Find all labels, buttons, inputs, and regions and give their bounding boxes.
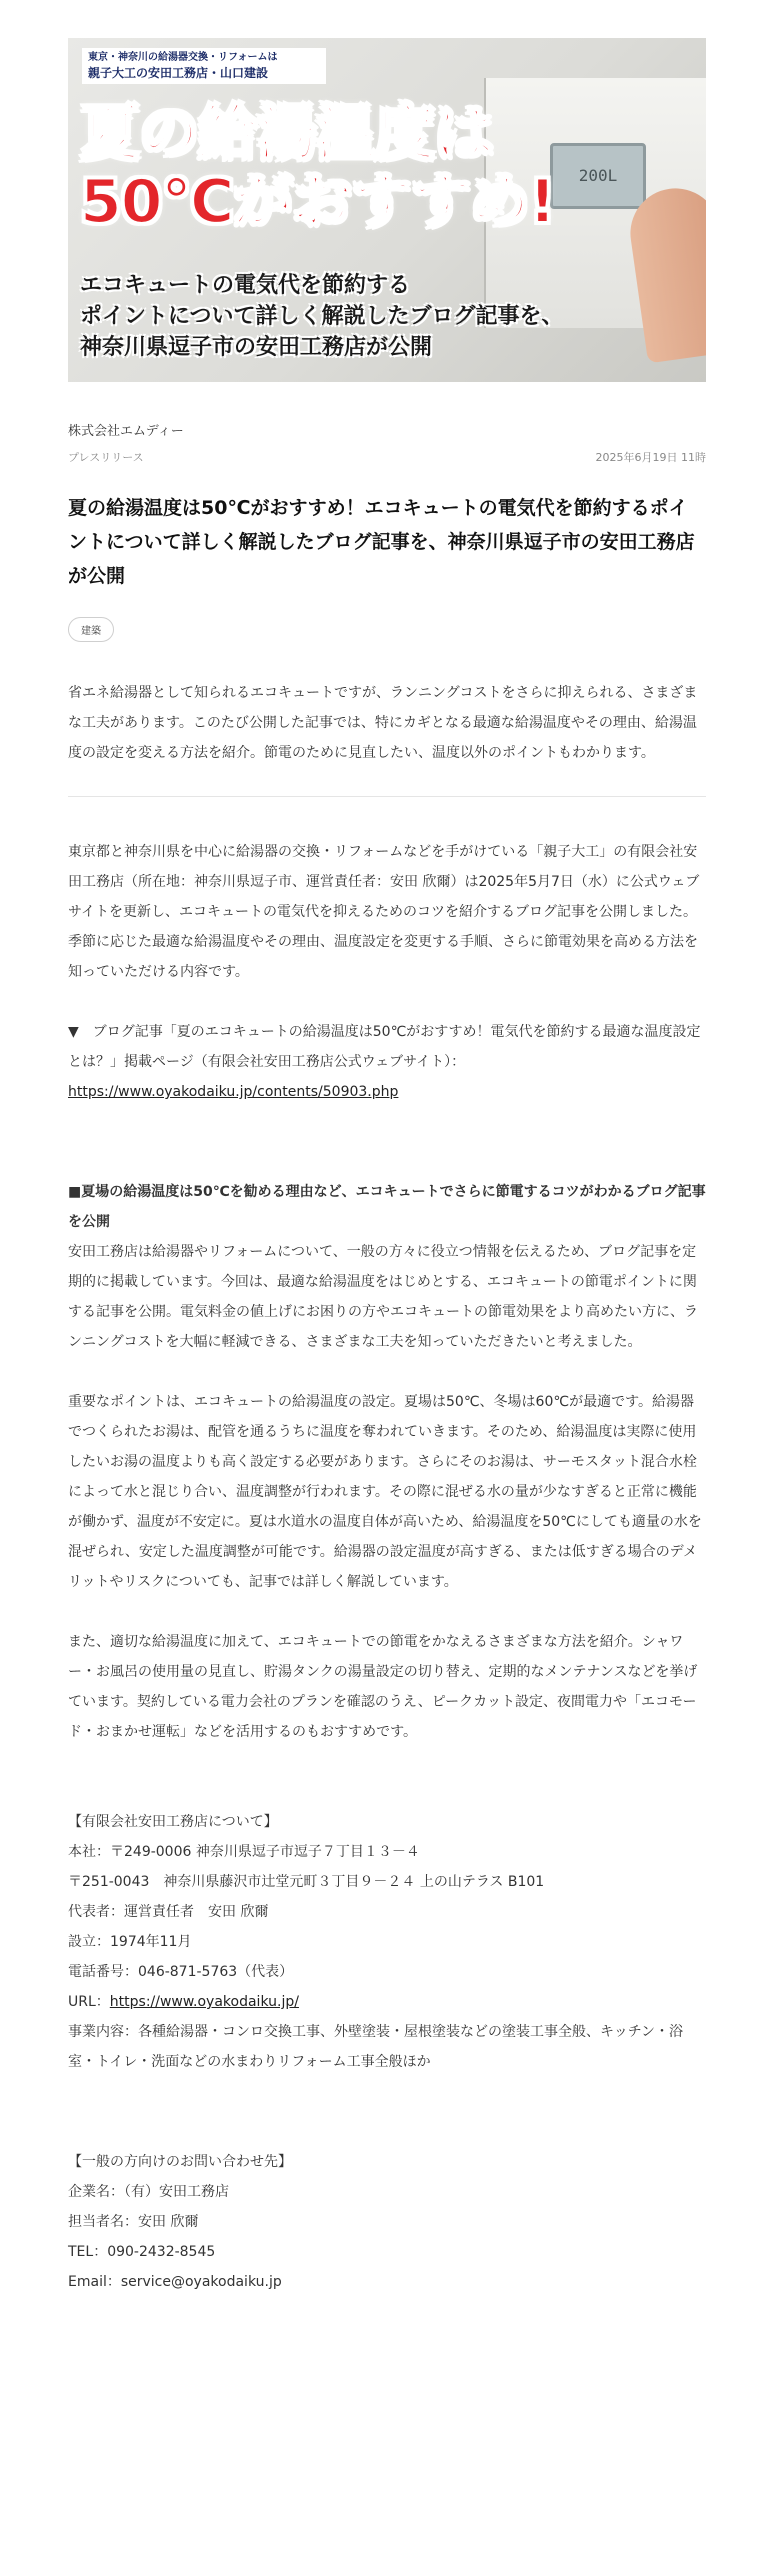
blog-link-block bbox=[68, 1017, 706, 1107]
category-tag[interactable]: 建築 bbox=[68, 617, 114, 642]
hero-headline-line1: 夏の給湯温度は bbox=[80, 99, 493, 169]
company-name[interactable]: 株式会社エムディー bbox=[68, 424, 184, 439]
about-established: 設立：1974年11月 bbox=[68, 1934, 192, 1950]
hero-sub-line2: ポイントについて詳しく解説したブログ記事を、 bbox=[80, 304, 564, 329]
about-company-block bbox=[68, 1807, 706, 2077]
release-date: 2025年6月19日 11時 bbox=[595, 451, 706, 464]
contact-email: Email：service@oyakodaiku.jp bbox=[68, 2274, 282, 2290]
page-title: 夏の給湯温度は50℃がおすすめ！エコキュートの電気代を節約するポイントについて詳しく解説したブログ記事を、神奈川県逗子市の安田工務店が公開 bbox=[68, 497, 695, 587]
panel-display: 200L bbox=[550, 143, 646, 209]
about-business: 事業内容：各種給湯器・コンロ交換工事、外壁塗装・屋根塗装などの塗装工事全般、キッチン・浴室・トイレ・洗面などの水まわりリフォーム工事全般ほか bbox=[68, 2024, 684, 2070]
contact-person: 担当者名：安田 欣爾 bbox=[68, 2214, 199, 2230]
hero-sub-line3: 神奈川県逗子市の安田工務店が公開 bbox=[80, 335, 433, 360]
release-type: プレスリリース bbox=[68, 451, 144, 464]
about-representative: 代表者：運営責任者 安田 欣爾 bbox=[68, 1904, 269, 1920]
hero-brand-line1: 東京・神奈川の給湯器交換・リフォームは bbox=[88, 52, 278, 63]
blog-article-link[interactable]: https://www.oyakodaiku.jp/contents/50903.php bbox=[68, 1084, 399, 1100]
body-paragraph-2: 安田工務店は給湯器やリフォームについて、一般の方々に役立つ情報を伝えるため、ブログ記事を定期的に掲載しています。今回は、最適な給湯温度をはじめとする、エコキュートの節電ポイントに関する記事を公開。電気料金の値上げにお困りの方やエコキュートの節電効果をより高めたい方に、ランニングコストを大幅に軽減できる、さまざまな工夫を知っていただきたいと考えました。 bbox=[68, 1244, 698, 1350]
body-paragraph-3: 重要なポイントは、エコキュートの給湯温度の設定。夏場は50℃、冬場は60℃が最適です。給湯器でつくられたお湯は、配管を通るうちに温度を奪われていきます。そのため、給湯温度は実際に使用したいお湯の温度よりも高く設定する必要があります。さらにそのお湯は、サーモスタット混合水栓によって水と混じり合い、温度調整が行われます。その際に混ぜる水の量が少なすぎると正常に機能が働かず、温度が不安定に。夏は水道水の温度自体が高いため、給湯温度を50℃にしても適量の水を混ぜられ、安定した温度調整が可能です。給湯器の設定温度が高すぎる、または低すぎる場合のデメリットやリスクについても、記事では詳しく解説しています。 bbox=[68, 1394, 702, 1590]
section-heading: ■夏場の給湯温度は50℃を勧める理由など、エコキュートでさらに節電するコツがわかるブログ記事を公開 bbox=[68, 1184, 706, 1230]
about-url-label: URL： bbox=[68, 1994, 110, 2010]
blog-link-label: ▼ ブログ記事「夏のエコキュートの給湯温度は50℃がおすすめ！電気代を節約する最適な温度設定とは？」掲載ページ（有限会社安田工務店公式ウェブサイト）： bbox=[68, 1024, 701, 1070]
body-paragraph-4: また、適切な給湯温度に加えて、エコキュートでの節電をかなえるさまざまな方法を紹介。シャワー・お風呂の使用量の見直し、貯湯タンクの湯量設定の切り替え、定期的なメンテナンスなどを挙げています。契約している電力会社のプランを確認のうえ、ピークカット設定、夜間電力や「エコモード・おまかせ運転」などを活用するのもおすすめです。 bbox=[68, 1634, 698, 1740]
lead-paragraph: 省エネ給湯器として知られるエコキュートですが、ランニングコストをさらに抑えられる、さまざまな工夫があります。このたび公開した記事では、特にカギとなる最適な給湯温度やその理由、給湯温度の設定を変える方法を紹介。節電のために見直したい、温度以外のポイントもわかります。 bbox=[68, 685, 698, 761]
about-branch: 〒251-0043 神奈川県藤沢市辻堂元町３丁目９－２４ 上の山テラス B101 bbox=[68, 1874, 545, 1890]
hero-headline bbox=[80, 100, 555, 236]
hero-subheadline bbox=[80, 270, 564, 363]
hero-brand-line2: 親子大工の安田工務店・山口建設 bbox=[88, 66, 269, 80]
company-website-link[interactable]: https://www.oyakodaiku.jp/ bbox=[109, 1994, 299, 2010]
contact-company: 企業名：（有）安田工務店 bbox=[68, 2184, 229, 2200]
hero-brand-box bbox=[82, 48, 326, 84]
contact-tel: TEL：090-2432-8545 bbox=[68, 2244, 216, 2260]
about-head-office: 本社：〒249-0006 神奈川県逗子市逗子７丁目１３－４ bbox=[68, 1844, 420, 1860]
finger-illustration bbox=[625, 183, 706, 364]
about-heading: 【有限会社安田工務店について】 bbox=[68, 1814, 278, 1830]
hero-sub-line1: エコキュートの電気代を節約する bbox=[80, 273, 411, 298]
hero-banner bbox=[68, 38, 706, 382]
contact-heading: 【一般の方向けのお問い合わせ先】 bbox=[68, 2154, 292, 2170]
about-phone: 電話番号：046-871-5763（代表） bbox=[68, 1964, 294, 1980]
article bbox=[68, 38, 706, 2297]
meta-row bbox=[68, 449, 706, 465]
contact-block bbox=[68, 2147, 706, 2297]
body-paragraph-intro: 東京都と神奈川県を中心に給湯器の交換・リフォームなどを手がけている「親子大工」の有限会社安田工務店（所在地：神奈川県逗子市、運営責任者：安田 欣爾）は2025年5月7日（水）に公式ウェブサイトを更新し、エコキュートの電気代を抑えるためのコツを紹介するブログ記事を公開しました。季節に応じた最適な給湯温度やその理由、温度設定を変更する手順、さらに節電効果を高める方法を知っていただける内容です。 bbox=[68, 844, 700, 980]
hero-headline-line2: 50℃がおすすめ! bbox=[80, 167, 556, 237]
